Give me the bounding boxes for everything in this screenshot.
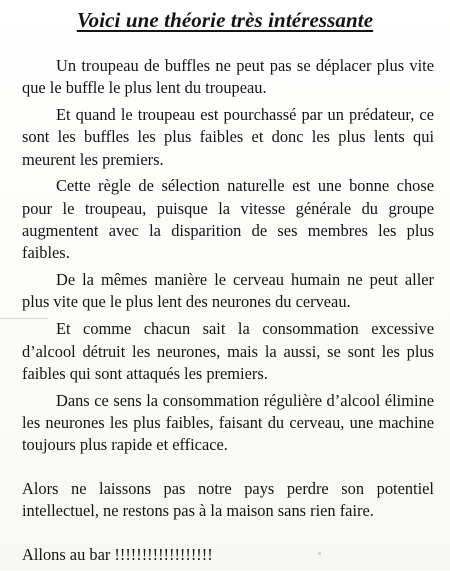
paragraph-buffalo-herd: Un troupeau de buffles ne peut pas se déplacer plus vite que le buffle le plus lent du troupeau. xyxy=(22,56,434,98)
paragraph-alcohol-neurons: Et comme chacun sait la consommation excessive d’alcool détruit les neurones, mais la aussi, se sont les plus faibles qui sont attaqués les premiers. xyxy=(22,319,434,383)
document-title: Voici une théorie très intéressante xyxy=(76,8,374,32)
paragraph-predator: Et quand le troupeau est pourchassé par un prédateur, ce sont les buffles les plus faibles et donc les plus lents qui meurent les premiers. xyxy=(22,105,434,169)
paragraph-human-brain: De la mêmes manière le cerveau humain ne peut aller plus vite que le plus lent des neurones du cerveau. xyxy=(22,270,434,312)
paragraph-spacer xyxy=(22,527,434,544)
signoff-line: Allons au bar !!!!!!!!!!!!!!!!!! xyxy=(22,545,213,565)
scan-artifact-dot xyxy=(318,552,321,555)
scan-artifact-line xyxy=(0,318,48,319)
paragraph-natural-selection: Cette règle de sélection naturelle est une bonne chose pour le troupeau, puisque la vitesse générale du groupe augmentent avec la disparition de ses membres les plus faibles. xyxy=(22,176,434,263)
paragraph-regular-consumption: Dans ce sens la consommation régulière d’alcool élimine les neurones les plus faibles, faisant du cerveau, une machine toujours plus rapide et efficace. xyxy=(22,390,434,455)
paragraph-spacer xyxy=(22,461,434,478)
paragraph-conclusion: Alors ne laissons pas notre pays perdre son potentiel intellectuel, ne restons pas à la maison sans rien faire. xyxy=(22,479,434,521)
document-body xyxy=(22,55,434,571)
scan-artifact-dot xyxy=(196,408,199,410)
scan-artifact-line xyxy=(395,326,435,327)
